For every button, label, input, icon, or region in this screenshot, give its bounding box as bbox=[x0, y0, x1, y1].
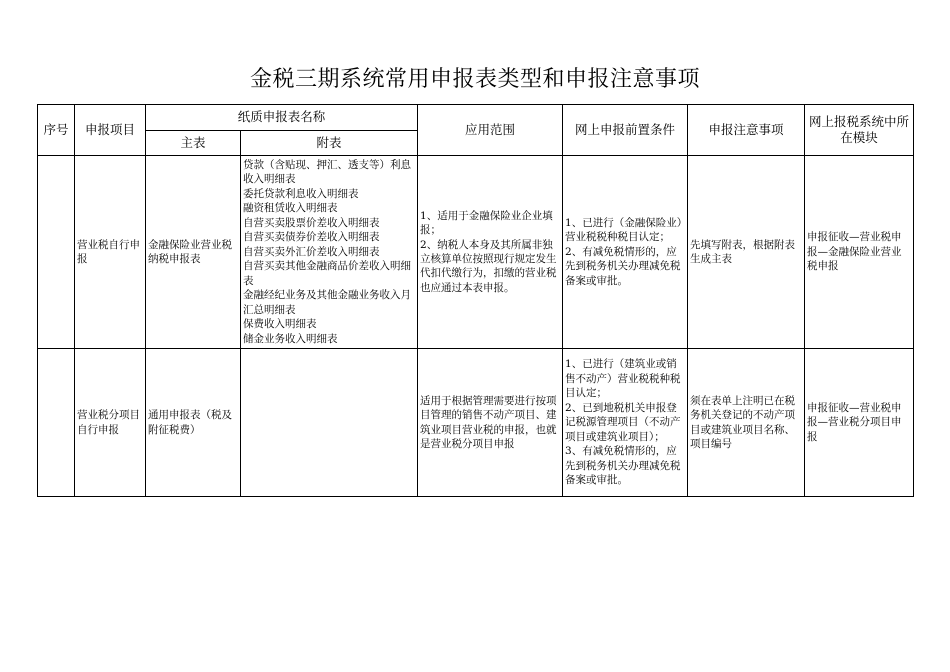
attached-form-item: 自营买卖其他金融商品价差收入明细表 bbox=[243, 260, 411, 287]
page-title: 金税三期系统常用申报表类型和申报注意事项 bbox=[249, 67, 700, 92]
cell-attached-forms bbox=[241, 156, 418, 349]
header-paper-group: 纸质申报表名称 bbox=[146, 105, 418, 131]
cell-preconditions: 1、已进行（金融保险业）营业税税种税目认定； 2、有减免税情形的，应先到税务机关办理减免税备案或审批。 bbox=[563, 156, 688, 349]
header-scope: 应用范围 bbox=[418, 105, 563, 156]
cell-item: 营业税自行申报 bbox=[75, 156, 146, 349]
header-attached-forms: 附表 bbox=[241, 131, 418, 156]
attached-form-item: 自营买卖外汇价差收入明细表 bbox=[243, 245, 380, 258]
cell-module: 申报征收—营业税申报—金融保险业营业税申报 bbox=[805, 156, 914, 349]
attached-form-item: 贷款（含贴现、押汇、透支等）利息收入明细表 bbox=[243, 158, 411, 186]
attached-form-item: 自营买卖债券价差收入明细表 bbox=[243, 231, 380, 244]
attached-form-item: 金融经纪业务及其他金融业务收入月汇总明细表 bbox=[243, 289, 411, 316]
cell-seq bbox=[38, 156, 75, 349]
header-module: 网上报税系统中所在模块 bbox=[805, 105, 914, 156]
cell-preconditions: 1、已进行（建筑业或销售不动产）营业税税种税目认定； 2、已到地税机关申报登记税源管理项目（不动产项目或建筑业项目）； 3、有减免税情形的，应先到税务机关办理减免税备案或审批。 bbox=[563, 349, 688, 497]
table-row bbox=[38, 349, 914, 497]
header-preconditions: 网上申报前置条件 bbox=[563, 105, 688, 156]
cell-scope: 适用于根据管理需要进行按项目管理的销售不动产项目、建筑业项目营业税的申报，也就是营业税分项目申报 bbox=[418, 349, 563, 497]
table-row bbox=[38, 156, 914, 349]
attached-form-item: 储金业务收入明细表 bbox=[243, 332, 338, 345]
attached-form-item: 自营买卖股票价差收入明细表 bbox=[243, 216, 380, 229]
cell-notes: 先填写附表，根据附表生成主表 bbox=[688, 156, 805, 349]
cell-notes: 须在表单上注明已在税务机关登记的不动产项目或建筑业项目名称、项目编号 bbox=[688, 349, 805, 497]
header-seq: 序号 bbox=[38, 105, 75, 156]
cell-seq bbox=[38, 349, 75, 497]
header-item: 申报项目 bbox=[75, 105, 146, 156]
header-notes: 申报注意事项 bbox=[688, 105, 805, 156]
attached-form-item: 融资租赁收入明细表 bbox=[243, 202, 338, 215]
attached-form-item: 保费收入明细表 bbox=[243, 318, 317, 331]
declaration-table bbox=[37, 104, 914, 497]
attached-form-item: 委托贷款利息收入明细表 bbox=[243, 187, 359, 200]
header-row-1 bbox=[38, 105, 914, 131]
cell-module: 申报征收—营业税申报—营业税分项目申报 bbox=[805, 349, 914, 497]
cell-scope: 1、适用于金融保险业企业填报； 2、纳税人本身及其所属非独立核算单位按照现行规定发生代扣代缴行为，扣缴的营业税也应通过本表申报。 bbox=[418, 156, 563, 349]
header-main-form: 主表 bbox=[146, 131, 241, 156]
cell-attached-forms bbox=[241, 349, 418, 497]
cell-main-form: 金融保险业营业税纳税申报表 bbox=[146, 156, 241, 349]
cell-item: 营业税分项目自行申报 bbox=[75, 349, 146, 497]
cell-main-form: 通用申报表（税及附征税费） bbox=[146, 349, 241, 497]
